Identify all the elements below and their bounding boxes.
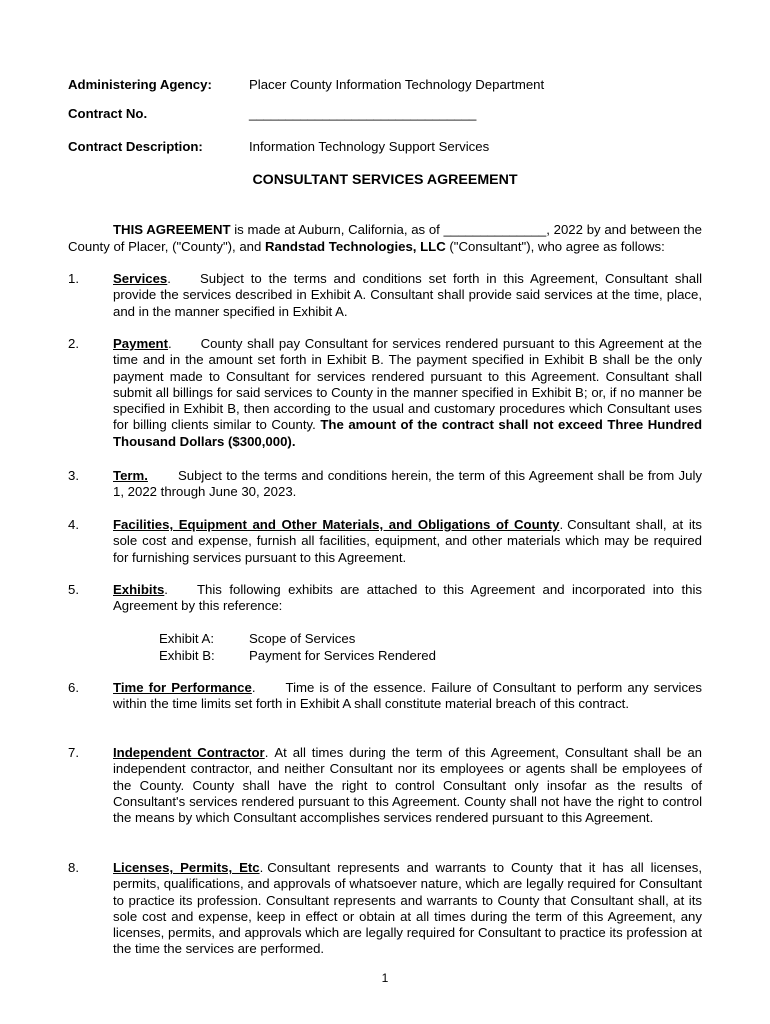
section-3 [68, 468, 702, 501]
section-heading-punct: . [167, 336, 172, 351]
section-6 [68, 680, 702, 713]
section-heading: Licenses, Permits, Etc [113, 860, 260, 875]
contract-no-label: Contract No. [68, 106, 148, 121]
section-text: Consultant shall, at its sole cost and expense, furnish all facilities, equipment, and other materials which may be required for furnishing services pursuant to this Agreement. [113, 517, 703, 565]
section-number: 6. [68, 680, 79, 695]
section-heading-punct: . [559, 517, 564, 532]
section-bold-tail: The amount of the contract shall not exceed Three Hundred Thousand Dollars ($300,000). [113, 417, 702, 449]
section-7 [68, 745, 702, 826]
section-heading: Facilities, Equipment and Other Materials, and Obligations of County [113, 517, 560, 532]
agency-label: Administering Agency: [68, 77, 212, 92]
section-number: 4. [68, 517, 79, 532]
contract-no-value: _______________________________ [249, 106, 477, 121]
section-heading: Exhibits [113, 582, 165, 597]
section-number: 8. [68, 860, 79, 875]
section-text: Subject to the terms and conditions herein, the term of this Agreement shall be from July 1, 2022 through June 30, 2023. [113, 468, 702, 500]
section-text: Consultant represents and warrants to County that it has all licenses, permits, qualifications, and approvals of whatsoever nature, which are legally required for Consultant to practice its profession. Consultant represents and warrants to County that Consultant shall, at its sole cost and expense, keep in effect or obtain at all times during the term of this Agreement, any licenses, permits, and approvals which are legally required for Consultant to practice its profession at the time the services are performed. [113, 860, 702, 957]
section-heading: Payment [113, 336, 168, 351]
section-text: County shall pay Consultant for services rendered pursuant to this Agreement at the time and in the amount set forth in Exhibit B. The payment specified in Exhibit B shall be the only payment made to Consultant for services rendered pursuant to this Agreement. Consultant shall submit all billings for said services to County in the manner specified in Exhibit B; or, if no manner be specified in Exhibit B, then according to the usual and customary procedures which Consultant uses for billing clients similar to County. [113, 336, 702, 433]
section-heading: Services [113, 271, 168, 286]
section-text: This following exhibits are attached to this Agreement and incorporated into this Agreement by this reference: [113, 582, 702, 614]
section-2 [68, 336, 702, 450]
section-8 [68, 860, 702, 958]
description-value: Information Technology Support Services [249, 139, 490, 154]
document-title: CONSULTANT SERVICES AGREEMENT [252, 172, 518, 188]
exhibit-label: Exhibit A: [159, 631, 214, 646]
section-4 [68, 517, 702, 566]
section-heading-punct: . [167, 271, 171, 286]
section-heading-punct: . [164, 582, 168, 597]
section-text: At all times during the term of this Agreement, Consultant shall be an independent contractor, and neither Consultant nor its employees or agents shall be employees of the County. County shall have the right to control Consultant only insofar as the results of Consultant's services rendered pursuant to this Agreement. County shall not have the right to control the means by which Consultant accomplishes services rendered pursuant to this Agreement. [113, 745, 702, 826]
intro-lead: THIS AGREEMENT [113, 222, 231, 237]
section-heading: Independent Contractor [113, 745, 265, 760]
intro-text-2: ("Consultant"), who agree as follows: [445, 238, 665, 254]
intro-text-1: is made at Auburn, California, as of ______________, 2022 by and between the County of Placer, ("County"), and [68, 222, 702, 254]
page-number: 1 [381, 971, 389, 985]
description-label: Contract Description: [68, 139, 203, 154]
intro-party: Randstad Technologies, LLC [265, 238, 446, 254]
section-number: 1. [68, 271, 79, 286]
section-heading: Time for Performance [113, 680, 252, 695]
section-heading-punct: . [259, 860, 264, 875]
section-1 [68, 271, 702, 320]
section-text: Subject to the terms and conditions set forth in this Agreement, Consultant shall provide the services described in Exhibit A. Consultant shall provide said services at the time, place, and in the manner specified in Exhibit A. [113, 271, 702, 319]
intro-paragraph [68, 222, 702, 255]
section-text: Time is of the essence. Failure of Consultant to perform any services within the time limits set forth in Exhibit A shall constitute material breach of this contract. [113, 680, 702, 712]
section-heading-punct: . [251, 680, 256, 695]
section-number: 5. [68, 582, 79, 597]
exhibit-label: Exhibit B: [159, 648, 215, 663]
section-number: 2. [68, 336, 79, 351]
section-number: 3. [68, 468, 79, 483]
section-5 [68, 582, 702, 615]
exhibit-title: Payment for Services Rendered [249, 648, 436, 663]
agency-value: Placer County Information Technology Department [249, 77, 545, 92]
exhibit-title: Scope of Services [249, 631, 356, 646]
section-number: 7. [68, 745, 79, 760]
section-heading: Term. [113, 468, 148, 483]
section-heading-punct: . [264, 745, 269, 760]
